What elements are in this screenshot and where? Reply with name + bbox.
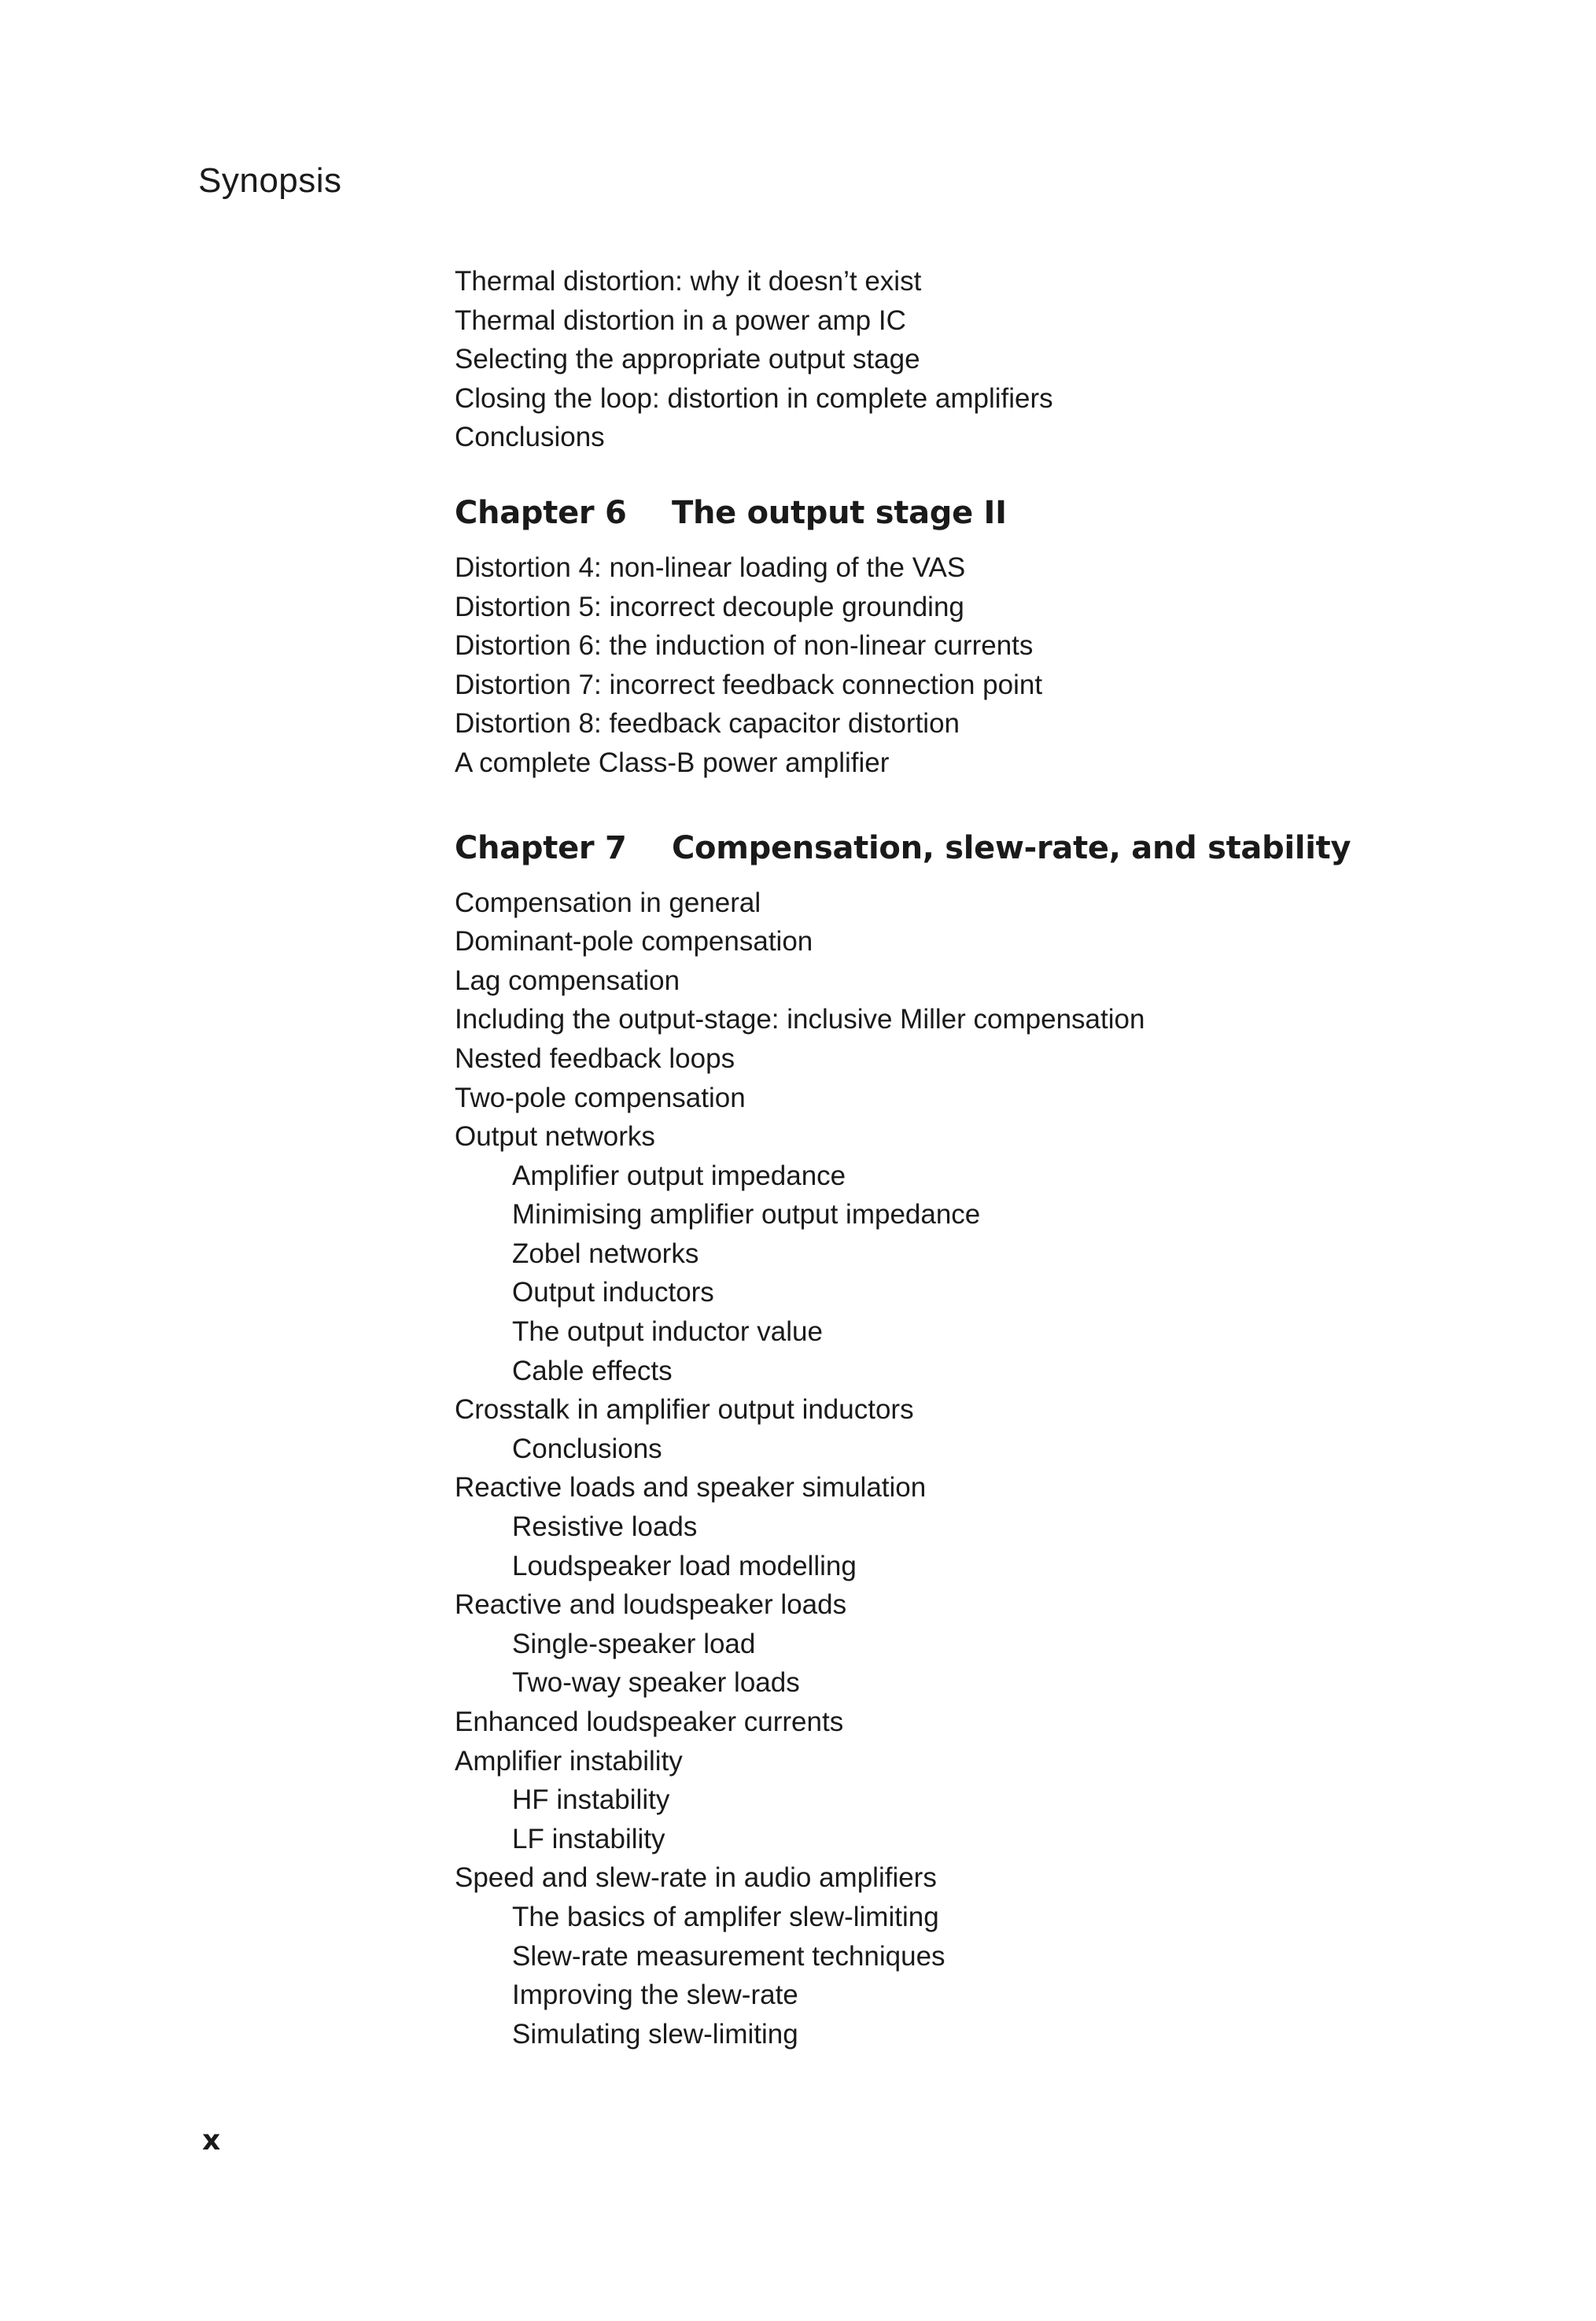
continued-items-list [455,262,1556,457]
toc-entry: Amplifier instability [455,1745,683,1777]
toc-entry: Thermal distortion: why it doesn’t exist [455,266,922,297]
toc-subentry: Amplifier output impedance [512,1160,846,1191]
toc-entry: Including the output-stage: inclusive Miller compensation [455,1004,1145,1035]
toc-entry: Crosstalk in amplifier output inductors [455,1394,914,1426]
toc-entry: Distortion 8: feedback capacitor distortion [455,708,960,740]
toc-entry: Reactive loads and speaker simulation [455,1472,927,1504]
toc-subentry: LF instability [512,1823,665,1854]
toc-subentry: Resistive loads [512,1511,698,1543]
page-number: x [202,2124,221,2157]
toc-entry: Closing the loop: distortion in complete amplifiers [455,382,1053,414]
toc-subentry: Two-way speaker loads [512,1667,800,1699]
toc-entry: Enhanced loudspeaker currents [455,1707,844,1737]
toc-entry: Distortion 5: incorrect decouple grounding [455,591,964,622]
toc-subentry: Output inductors [512,1277,714,1308]
toc-subentry: Slew-rate measurement techniques [512,1940,945,1972]
toc-subentry: Single-speaker load [512,1628,756,1659]
toc-entry: Dominant-pole compensation [455,926,813,958]
toc-subentry: Cable effects [512,1355,673,1386]
toc-entry: A complete Class-B power amplifier [455,747,890,778]
toc-entry: Distortion 7: incorrect feedback connection point [455,669,1043,700]
toc-subentry: Zobel networks [512,1238,699,1269]
chapter-6-title: The output stage II [672,494,1007,531]
toc-subentry: Conclusions [512,1433,662,1464]
toc-entry: Two-pole compensation [455,1082,746,1113]
chapter-7-items-list [455,884,1556,2054]
chapter-6-heading [455,493,1556,533]
chapter-7-heading [455,828,1556,868]
toc-entry: Reactive and loudspeaker loads [455,1589,847,1621]
toc-subentry: HF instability [512,1784,670,1816]
chapter-7-label: Chapter 7 [455,829,627,866]
toc-entry: Lag compensation [455,965,680,996]
toc-entry: Selecting the appropriate output stage [455,344,920,375]
toc-entry: Output networks [455,1121,655,1153]
toc-subentry: Loudspeaker load modelling [512,1550,857,1581]
toc-entry: Compensation in general [455,887,761,918]
toc-entry: Speed and slew-rate in audio amplifiers [455,1862,937,1894]
running-head: Synopsis [198,161,342,200]
toc-entry: Thermal distortion in a power amp IC [455,304,906,336]
toc-content [455,262,1556,2053]
toc-entry: Distortion 6: the induction of non-linear currents [455,630,1034,662]
toc-entry: Nested feedback loops [455,1042,735,1074]
chapter-6-items-list [455,548,1556,783]
toc-entry: Conclusions [455,422,605,453]
toc-subentry: Minimising amplifier output impedance [512,1199,981,1231]
toc-subentry: The basics of amplifer slew-limiting [512,1901,939,1932]
chapter-7-title: Compensation, slew-rate, and stability [672,829,1351,866]
toc-entry: Distortion 4: non-linear loading of the VAS [455,552,966,583]
toc-subentry: Simulating slew-limiting [512,2018,798,2050]
chapter-6-label: Chapter 6 [455,494,627,531]
toc-subentry: The output inductor value [512,1316,823,1348]
toc-subentry: Improving the slew-rate [512,1980,798,2011]
